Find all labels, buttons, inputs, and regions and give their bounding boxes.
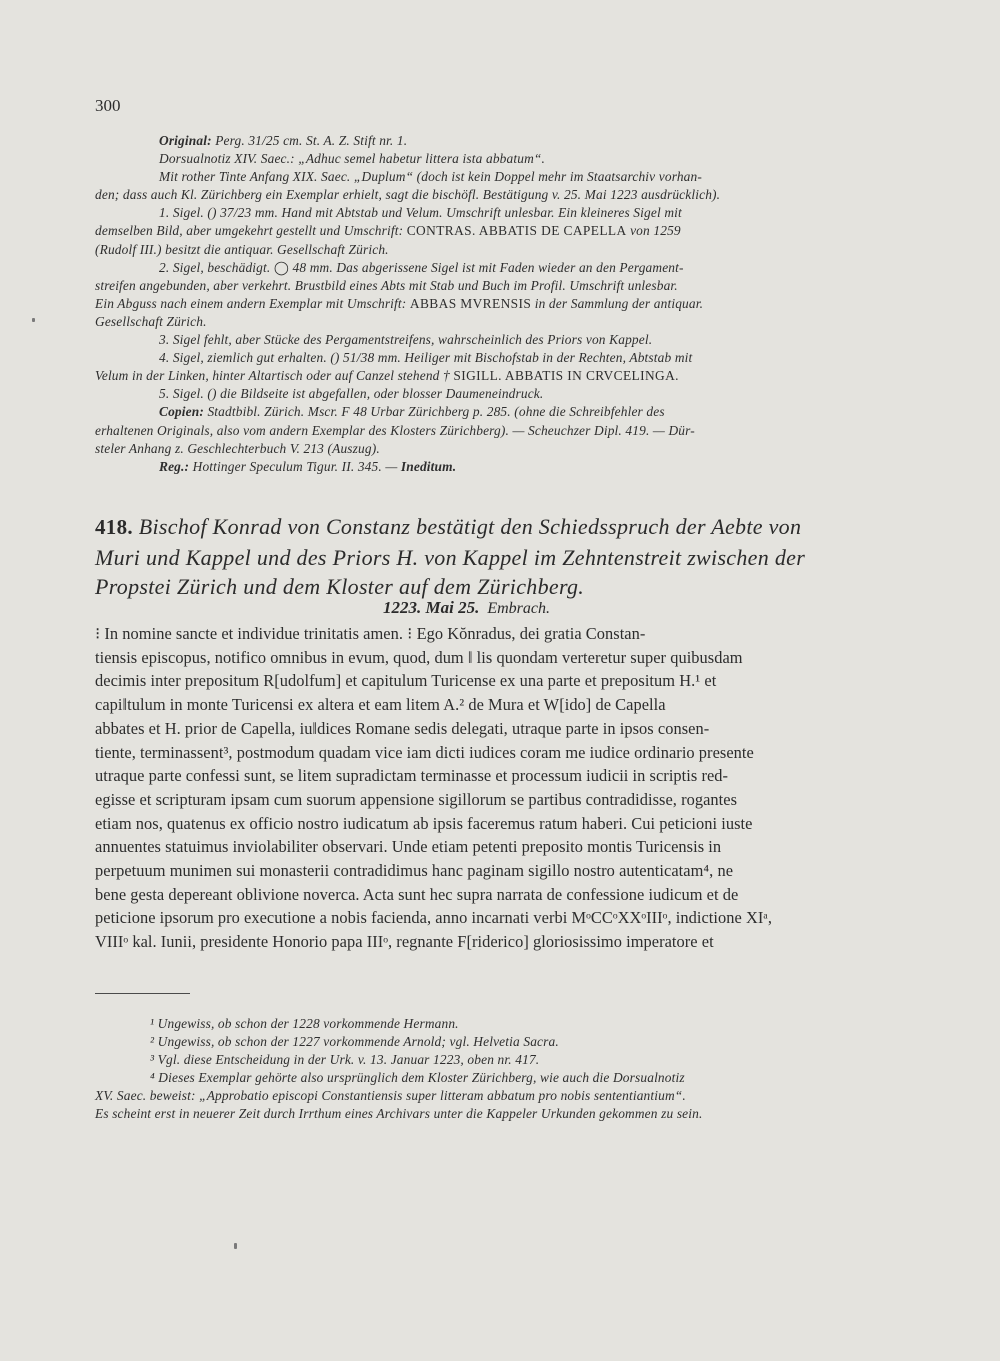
footnote-line: ³ Vgl. diese Entscheidung in der Urk. v. 13. Januar 1223, oben nr. 417. xyxy=(150,1052,540,1068)
heading-line xyxy=(95,512,923,543)
archival-notes xyxy=(95,132,923,476)
footnote-divider xyxy=(95,993,190,994)
note-text: (Rudolf III.) besitzt die antiquar. Gesellschaft Zürich. xyxy=(95,241,389,257)
note-line xyxy=(95,186,923,204)
note-text: streifen angebunden, aber verkehrt. Brustbild eines Abts mit Stab und Buch im Profil. Umschrift unlesbar. xyxy=(95,277,678,293)
text-line: egisse et scripturam ipsam cum suorum appensione sigillorum se partibus contradidisse, rogantes xyxy=(95,789,738,809)
place: Embrach. xyxy=(487,600,550,617)
footnote-line: XV. Saec. beweist: „Approbatio episcopi Constantiensis super litteram abbatum pro nobis sententiantium“. xyxy=(95,1088,686,1104)
note-text: Stadtbibl. Zürich. Mscr. F 48 Urbar Zürichberg p. 285. (ohne die Schreibfehler des xyxy=(203,404,665,420)
note-text: 3. Sigel fehlt, aber Stücke des Pergamentstreifens, wahrscheinlich des Priors von Kappel. xyxy=(159,332,653,348)
document-heading xyxy=(95,512,923,602)
note-text: von 1259 xyxy=(626,223,681,239)
note-text: Perg. 31/25 cm. St. A. Z. Stift nr. 1. xyxy=(211,133,408,148)
document-date xyxy=(383,598,550,618)
note-line xyxy=(95,277,923,295)
footnote-line: Es scheint erst in neuerer Zeit durch Irrthum eines Archivars unter die Kappeler Urkunden gekommen zu sein. xyxy=(95,1106,703,1122)
page-number: 300 xyxy=(95,96,121,115)
heading-line: Propstei Zürich und dem Kloster auf dem Zürichberg. xyxy=(95,574,585,599)
note-label: Copien: xyxy=(159,404,204,420)
seal-inscription: ABBAS MVRENSIS xyxy=(409,295,532,311)
text-line: perpetuum munimen sui monasterii contradidimus hanc paginam sigillo nostro autenticatam⁴, ne xyxy=(95,861,734,881)
note-line xyxy=(95,331,923,349)
text-line: etiam nos, quatenus ex officio nostro iudicatum ab ipsis faceremus ratum haberi. Cui peticioni iuste xyxy=(95,813,753,833)
note-text: 1. Sigel. () 37/23 mm. Hand mit Abtstab und Velum. Umschrift unlesbar. Ein kleineres Sigel mit xyxy=(159,205,682,221)
note-text: Ein Abguss nach einem andern Exemplar mit Umschrift: xyxy=(95,295,410,311)
heading-line: Muri und Kappel und des Priors H. von Kappel im Zehntenstreit zwischen der xyxy=(95,544,806,570)
note-line xyxy=(95,313,923,331)
note-line xyxy=(95,295,923,313)
footnote-line: ² Ungewiss, ob schon der 1227 vorkommende Arnold; vgl. Helvetia Sacra. xyxy=(150,1034,559,1050)
footnotes xyxy=(95,1015,923,1124)
seal-inscription: CONTRAS. ABBATIS DE CAPELLA xyxy=(406,223,627,239)
note-text: Dorsualnotiz XIV. Saec.: „Adhuc semel habetur littera ista abbatum“. xyxy=(159,151,545,167)
paper-speck xyxy=(32,318,35,322)
note-line xyxy=(95,403,923,421)
text-line: ⁝ In nomine sancte et individue trinitatis amen. ⁝ Ego Kŏnradus, dei gratia Constan- xyxy=(95,624,646,643)
text-line: capi‖tulum in monte Turicensi ex altera et eam litem A.² de Mura et W[ido] de Capella xyxy=(95,695,666,715)
note-text: Hottinger Speculum Tigur. II. 345. — xyxy=(189,458,401,474)
text-line: annuentes statuimus inviolabiliter observari. Unde etiam petenti preposito montis Turicensis in xyxy=(95,837,722,857)
note-text: steler Anhang z. Geschlechterbuch V. 213 (Auszug). xyxy=(95,440,380,456)
note-label: Original: xyxy=(159,133,212,148)
footnote-line: ⁴ Dieses Exemplar gehörte also ursprünglich dem Kloster Zürichberg, wie auch die Dorsualnotiz xyxy=(150,1070,685,1086)
note-line xyxy=(95,150,923,168)
note-text: 5. Sigel. () die Bildseite ist abgefallen, oder blosser Daumeneindruck. xyxy=(159,386,544,402)
text-line: tiensis episcopus, notifico omnibus in evum, quod, dum ‖ lis quondam verteretur super quibusdam xyxy=(95,647,743,667)
date: 1223. Mai 25. xyxy=(383,598,480,617)
footnote-line: ¹ Ungewiss, ob schon der 1228 vorkommende Hermann. xyxy=(150,1016,459,1031)
text-line: bene gesta depereant oblivione noverca. Acta sunt hec supra narrata de confessione iudicum et de xyxy=(95,884,739,904)
note-line xyxy=(95,222,923,240)
note-line xyxy=(95,458,923,476)
note-line xyxy=(95,204,923,222)
note-line xyxy=(95,259,923,277)
note-line xyxy=(95,422,923,440)
note-line xyxy=(95,385,923,403)
text-line: abbates et H. prior de Capella, iu‖dices Romane sedis delegati, utraque parte in ipsos consen- xyxy=(95,718,710,738)
text-line: peticione ipsorum pro executione a nobis facienda, anno incarnati verbi MᵒCCᵒXXᵒIIIᵒ, indictione XIᵃ, xyxy=(95,908,773,928)
note-line xyxy=(95,241,923,259)
heading-text: Bischof Konrad von Constanz bestätigt den Schiedsspruch der Aebte von xyxy=(138,514,802,539)
note-line xyxy=(95,367,923,385)
note-text: demselben Bild, aber umgekehrt gestellt und Umschrift: xyxy=(95,223,407,239)
note-line xyxy=(95,349,923,367)
note-line xyxy=(95,168,923,186)
seal-inscription: SIGILL. ABBATIS IN CRVCELINGA. xyxy=(453,368,679,384)
note-text: Gesellschaft Zürich. xyxy=(95,313,207,329)
text-line: tiente, terminassent³, postmodum quadam vice iam dicti iudices coram me iudice ordinario presente xyxy=(95,742,754,762)
document-number: 418. xyxy=(95,515,133,539)
text-line: decimis inter prepositum R[udolfum] et capitulum Turicense ex una parte et prepositum H.¹ et xyxy=(95,671,717,691)
note-text: 2. Sigel, beschädigt. ◯ 48 mm. Das abgerissene Sigel ist mit Faden wieder an den Pergament- xyxy=(159,259,684,275)
note-text: 4. Sigel, ziemlich gut erhalten. () 51/38 mm. Heiliger mit Bischofstab in der Rechten, Abtstab mit xyxy=(159,350,693,366)
note-line xyxy=(95,132,923,150)
note-line xyxy=(95,440,923,458)
paper-speck xyxy=(234,1243,237,1249)
note-text: Velum in der Linken, hinter Altartisch oder auf Canzel stehend † xyxy=(95,368,454,384)
charter-text xyxy=(95,622,923,954)
note-label: Reg.: xyxy=(159,458,190,474)
note-text: erhaltenen Originals, also vom andern Exemplar des Klosters Zürichberg). — Scheuchzer Dipl. 419. — Dür- xyxy=(95,422,695,438)
text-line: VIIIᵒ kal. Iunii, presidente Honorio papa IIIᵒ, regnante F[riderico] gloriosissimo imperatore et xyxy=(95,932,714,952)
note-text: in der Sammlung der antiquar. xyxy=(531,295,704,311)
text-line: utraque parte confessi sunt, se litem supradictam terminasse et processum iudicii in scriptis red- xyxy=(95,766,729,786)
note-text: Mit rother Tinte Anfang XIX. Saec. „Duplum“ (doch ist kein Doppel mehr im Staatsarchiv vorhan- xyxy=(159,169,702,185)
ineditum-label: Ineditum. xyxy=(400,458,457,474)
note-text: den; dass auch Kl. Zürichberg ein Exemplar erhielt, sagt die bischöfl. Bestätigung v. 25. Mai 1223 ausdrücklich). xyxy=(95,187,721,203)
